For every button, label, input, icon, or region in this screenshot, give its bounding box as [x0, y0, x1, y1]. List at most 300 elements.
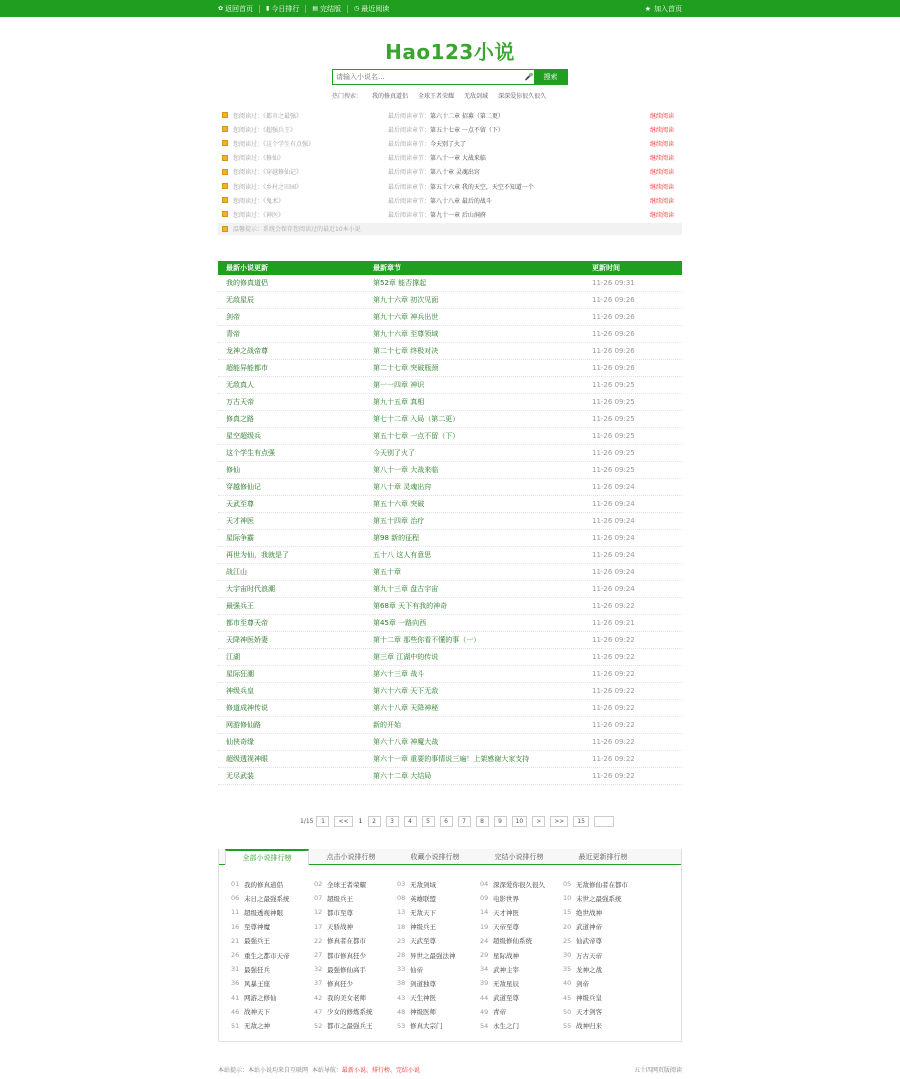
- table-row: [218, 445, 682, 462]
- rank-title-link[interactable]: 天生神医: [410, 994, 436, 1003]
- continue-reading-link[interactable]: 继续阅读: [650, 211, 675, 219]
- history-chapter-prefix: 最后阅读章节：: [388, 169, 431, 177]
- novel-title-link[interactable]: 青帝: [226, 330, 240, 338]
- list-item: [480, 948, 563, 962]
- list-item: [397, 962, 480, 976]
- rank-title-link[interactable]: 神级兵王: [410, 923, 436, 932]
- rank-title-link[interactable]: 全球王者荣耀: [327, 880, 366, 889]
- rank-title-link[interactable]: 风暴王座: [244, 979, 270, 988]
- rank-number: 17: [314, 922, 323, 931]
- rank-number: 03: [397, 880, 406, 889]
- chapter-link[interactable]: 第五十章: [373, 568, 401, 576]
- nav-finished[interactable]: [305, 5, 347, 13]
- list-item: [480, 1019, 563, 1033]
- update-time: 11-26 09:25: [592, 415, 635, 423]
- header-time: 更新时间: [592, 264, 620, 272]
- list-item: [314, 877, 397, 891]
- history-book-link[interactable]: 您阅读过：《都市之最强》: [233, 112, 303, 120]
- rank-number: 09: [480, 894, 489, 903]
- chapter-link[interactable]: 第一一四章 神识: [373, 381, 425, 389]
- novel-title-link[interactable]: 都市至尊天帝: [226, 619, 268, 627]
- history-book-link[interactable]: 您阅读过：《这个学生有点强》: [233, 140, 315, 148]
- history-chapter-prefix: 最后阅读章节：: [388, 211, 431, 219]
- rank-title-link[interactable]: 深深爱你很久很久: [493, 880, 545, 889]
- rank-title-link[interactable]: 电影世界: [493, 894, 519, 903]
- page-link[interactable]: 7: [458, 816, 471, 827]
- novel-title-link[interactable]: 无尽武装: [226, 772, 254, 780]
- book-icon: [222, 155, 228, 161]
- novel-title-link[interactable]: 战江山: [226, 568, 247, 576]
- microphone-icon[interactable]: 🎤: [524, 70, 534, 84]
- rank-title-link[interactable]: 龙神之战: [576, 965, 602, 974]
- table-row: [218, 768, 682, 785]
- list-item: [231, 905, 314, 919]
- novel-title-link[interactable]: 神级兵皇: [226, 687, 254, 695]
- rank-title-link[interactable]: 无敌之神: [244, 1022, 270, 1031]
- search-input[interactable]: [333, 70, 524, 84]
- rank-number: 38: [397, 979, 406, 988]
- update-time: 11-26 09:31: [592, 279, 635, 287]
- chapter-link[interactable]: 第六十八章 神魔大战: [373, 738, 439, 746]
- table-row: [218, 428, 682, 445]
- rank-title-link[interactable]: 仙帝: [410, 965, 423, 974]
- continue-reading-link[interactable]: 继续阅读: [650, 112, 675, 120]
- updates-header: [218, 261, 682, 275]
- chapter-link[interactable]: 第五十四章 治疗: [373, 517, 425, 525]
- rank-number: 49: [480, 1007, 489, 1016]
- rank-title-link[interactable]: 神级医师: [410, 1008, 436, 1017]
- chapter-link[interactable]: 第二十七章 终极对决: [373, 347, 439, 355]
- update-time: 11-26 09:22: [592, 704, 635, 712]
- rank-title-link[interactable]: 我的修真道侣: [244, 880, 283, 889]
- page-info: 1/15: [300, 818, 314, 825]
- table-row: [218, 700, 682, 717]
- rank-number: 32: [314, 965, 323, 974]
- rank-icon: ▮: [266, 4, 270, 12]
- rank-number: 02: [314, 880, 323, 889]
- novel-title-link[interactable]: 星际争霸: [226, 534, 254, 542]
- chapter-link[interactable]: 新的开始: [373, 721, 401, 729]
- rank-number: 33: [397, 965, 406, 974]
- novel-title-link[interactable]: 万古天帝: [226, 398, 254, 406]
- list-item: [397, 991, 480, 1005]
- history-chapter-prefix: 最后阅读章节：: [388, 197, 431, 205]
- novel-title-link[interactable]: 修道成神传说: [226, 704, 268, 712]
- list-item: [397, 976, 480, 990]
- novel-title-link[interactable]: 无敌真人: [226, 381, 254, 389]
- rank-title-link[interactable]: 少女的修炼系统: [327, 1008, 373, 1017]
- rank-title-link[interactable]: 天武至尊: [410, 937, 436, 946]
- page-link[interactable]: 15: [573, 816, 589, 827]
- chapter-link[interactable]: 第九十五章 真相: [373, 398, 425, 406]
- rank-title-link[interactable]: 超级修仙系统: [493, 937, 532, 946]
- novel-title-link[interactable]: 超能异能都市: [226, 364, 268, 372]
- list-item: [563, 1005, 646, 1019]
- rank-number: 51: [231, 1021, 240, 1030]
- rank-title-link[interactable]: 末日之最强系统: [244, 894, 290, 903]
- rank-title-link[interactable]: 都市至尊: [327, 908, 353, 917]
- rank-number: 50: [563, 1007, 572, 1016]
- chapter-link[interactable]: 第六十二章 大结局: [373, 772, 432, 780]
- chapter-link[interactable]: 第52章 能否撑起: [373, 279, 427, 287]
- history-chapter-link[interactable]: 第五十七章 一点不留（下）: [430, 126, 504, 134]
- chapter-link[interactable]: 第八十一章 大战来临: [373, 466, 439, 474]
- nav-home[interactable]: [218, 5, 259, 13]
- site-logo[interactable]: Hao123小说: [385, 40, 515, 64]
- history-chapter-link[interactable]: 第五十六章 我的天空，天空不知道一个: [430, 183, 534, 191]
- hot-search-item[interactable]: 我的修真道侣: [372, 93, 409, 100]
- novel-title-link[interactable]: 无敌星辰: [226, 296, 254, 304]
- history-chapter-link[interactable]: 今天别了火了: [430, 140, 467, 148]
- chapter-link[interactable]: 第八十章 灵魂出窍: [373, 483, 432, 491]
- table-row: [218, 275, 682, 292]
- continue-reading-link[interactable]: 继续阅读: [650, 140, 675, 148]
- list-item: [397, 1005, 480, 1019]
- list-item: [480, 877, 563, 891]
- rank-title-link[interactable]: 修真者在都市: [327, 937, 366, 946]
- chapter-link[interactable]: 第九十六章 至尊领域: [373, 330, 439, 338]
- list-item: [314, 991, 397, 1005]
- chapter-link[interactable]: 第十二章 那些你看不懂的事（一）: [373, 636, 481, 644]
- rank-title-link[interactable]: 武道神帝: [576, 923, 602, 932]
- rank-number: 20: [563, 922, 572, 931]
- list-item: [314, 962, 397, 976]
- rank-title-link[interactable]: 至尊神魔: [244, 923, 270, 932]
- list-item: [480, 905, 563, 919]
- list-item: [563, 920, 646, 934]
- history-row: [218, 165, 682, 179]
- chapter-link[interactable]: 第九十六章 初次见面: [373, 296, 439, 304]
- rank-title-link[interactable]: 修真大宗门: [410, 1022, 443, 1031]
- chapter-link[interactable]: 第六十三章 战斗: [373, 670, 425, 678]
- rank-number: 16: [231, 922, 240, 931]
- novel-title-link[interactable]: 修仙: [226, 466, 240, 474]
- chapter-link[interactable]: 第六十八章 天降神秘: [373, 704, 439, 712]
- rank-number: 28: [397, 951, 406, 960]
- chapter-link[interactable]: 今天别了火了: [373, 449, 415, 457]
- tab-rank-3[interactable]: 完结小说排行榜: [494, 852, 544, 861]
- history-row: [218, 193, 682, 207]
- table-row: [218, 292, 682, 309]
- continue-reading-link[interactable]: 继续阅读: [650, 155, 675, 163]
- table-row: [218, 479, 682, 496]
- history-book-link[interactable]: 您阅读过：《乡村之田园》: [233, 183, 303, 191]
- history-book-link[interactable]: 您阅读过：《穿越修仙记》: [233, 169, 303, 177]
- tab-rank-0[interactable]: 全部小说排行榜: [225, 849, 309, 865]
- list-item: [563, 934, 646, 948]
- history-chapter-link[interactable]: 第八十八章 最后的战斗: [430, 197, 492, 205]
- page-link[interactable]: 9: [494, 816, 507, 827]
- novel-title-link[interactable]: 剑帝: [226, 313, 240, 321]
- search-button[interactable]: 搜索: [534, 70, 567, 84]
- page-link[interactable]: <<: [334, 816, 352, 827]
- rank-number: 39: [480, 979, 489, 988]
- rank-number: 41: [231, 993, 240, 1002]
- rank-title-link[interactable]: 无敌天下: [410, 908, 436, 917]
- novel-title-link[interactable]: 天武至尊: [226, 500, 254, 508]
- chapter-link[interactable]: 第九十六章 神兵出世: [373, 313, 439, 321]
- novel-title-link[interactable]: 再世为仙，我就是了: [226, 551, 289, 559]
- page-link[interactable]: 1: [316, 816, 329, 827]
- nav-rank[interactable]: [259, 5, 305, 13]
- history-chapter-link[interactable]: 第八十一章 大战来临: [430, 155, 486, 163]
- update-time: 11-26 09:25: [592, 466, 635, 474]
- clock-icon: ◷: [354, 4, 360, 12]
- novel-title-link[interactable]: 龙神之战帝尊: [226, 347, 268, 355]
- rank-number: 45: [563, 993, 572, 1002]
- rank-number: 10: [563, 894, 572, 903]
- list-item: [231, 1005, 314, 1019]
- rank-number: 31: [231, 965, 240, 974]
- pagination: [300, 816, 614, 827]
- history-chapter: [388, 153, 650, 162]
- novel-title-link[interactable]: 大宇宙时代浪潮: [226, 585, 275, 593]
- rank-title-link[interactable]: 天才剑客: [576, 1008, 602, 1017]
- nav-recent[interactable]: [347, 5, 395, 13]
- continue-reading-link[interactable]: 继续阅读: [650, 183, 675, 191]
- rank-number: 34: [480, 965, 489, 974]
- list-item: [397, 934, 480, 948]
- reading-history: [218, 108, 682, 235]
- list-item: [314, 1005, 397, 1019]
- rank-title-link[interactable]: 战神归来: [576, 1022, 602, 1031]
- list-item: [397, 1019, 480, 1033]
- list-item: [397, 877, 480, 891]
- list-item: [480, 891, 563, 905]
- novel-title-link[interactable]: 天降神医娇妻: [226, 636, 268, 644]
- rank-title-link[interactable]: 超级兵王: [327, 894, 353, 903]
- rank-title-link[interactable]: 都市之最强兵王: [327, 1022, 373, 1031]
- rankings-list: [219, 865, 681, 1033]
- novel-title-link[interactable]: 穿越修仙记: [226, 483, 261, 491]
- table-row: [218, 615, 682, 632]
- table-row: [218, 717, 682, 734]
- page-link[interactable]: >>: [550, 816, 568, 827]
- list-item: [563, 991, 646, 1005]
- novel-title-link[interactable]: 江湖: [226, 653, 240, 661]
- rank-number: 27: [314, 951, 323, 960]
- page-link[interactable]: 3: [386, 816, 399, 827]
- rank-title-link[interactable]: 无敌修仙者在都市: [576, 880, 628, 889]
- rank-title-link[interactable]: 超级透视神眼: [244, 908, 283, 917]
- novel-title-link[interactable]: 天才神医: [226, 517, 254, 525]
- tab-rank-4[interactable]: 最近更新排行榜: [578, 852, 628, 861]
- rank-number: 04: [480, 880, 489, 889]
- header-title: 最新小说更新: [226, 264, 268, 272]
- rank-number: 22: [314, 936, 323, 945]
- rank-title-link[interactable]: 仙武帝尊: [576, 937, 602, 946]
- rank-number: 47: [314, 1007, 323, 1016]
- chapter-link[interactable]: 第68章 天下有我的神奇: [373, 602, 448, 610]
- continue-reading-link[interactable]: 继续阅读: [650, 197, 675, 205]
- home-icon: ✿: [218, 4, 224, 12]
- rank-title-link[interactable]: 我的美女老师: [327, 994, 366, 1003]
- update-time: 11-26 09:22: [592, 653, 635, 661]
- latest-updates-table: [218, 261, 682, 785]
- rank-number: 46: [231, 1007, 240, 1016]
- rank-number: 44: [480, 993, 489, 1002]
- page-jump-input[interactable]: [594, 816, 614, 827]
- novel-title-link[interactable]: 修真之路: [226, 415, 254, 423]
- chapter-link[interactable]: 第45章 一路向西: [373, 619, 427, 627]
- rank-title-link[interactable]: 剑帝: [576, 979, 589, 988]
- list-item: [231, 1019, 314, 1033]
- table-row: [218, 462, 682, 479]
- rank-title-link[interactable]: 无敌剑域: [410, 880, 436, 889]
- rank-title-link[interactable]: 青帝: [493, 1008, 506, 1017]
- rankings-panel: [218, 849, 682, 1042]
- chapter-link[interactable]: 第七十二章 入局（第二更）: [373, 415, 460, 423]
- novel-title-link[interactable]: 仙侠奇缘: [226, 738, 254, 746]
- rank-title-link[interactable]: 天帝至尊: [493, 923, 519, 932]
- list-item: [480, 934, 563, 948]
- list-item: [231, 877, 314, 891]
- rank-title-link[interactable]: 战神天下: [244, 1008, 270, 1017]
- chapter-link[interactable]: 第二十七章 突破瓶颈: [373, 364, 439, 372]
- rank-title-link[interactable]: 武神主宰: [493, 965, 519, 974]
- table-row: [218, 496, 682, 513]
- rank-title-link[interactable]: 无敌星辰: [493, 979, 519, 988]
- book-icon: [222, 112, 228, 118]
- rank-title-link[interactable]: 万古天帝: [576, 951, 602, 960]
- page-link[interactable]: 6: [440, 816, 453, 827]
- list-item: [563, 948, 646, 962]
- rank-title-link[interactable]: 修真狂少: [327, 979, 353, 988]
- table-row: [218, 394, 682, 411]
- rank-number: 53: [397, 1021, 406, 1030]
- rank-title-link[interactable]: 异世之最强法神: [410, 951, 456, 960]
- page-link[interactable]: 4: [404, 816, 417, 827]
- page-link[interactable]: >: [532, 816, 545, 827]
- book-icon: [222, 211, 228, 217]
- novel-title-link[interactable]: 这个学生有点强: [226, 449, 275, 457]
- rank-number: 40: [563, 979, 572, 988]
- history-book-link[interactable]: 您阅读过：《神医》: [233, 211, 285, 219]
- rank-title-link[interactable]: 都市修真狂少: [327, 951, 366, 960]
- rank-number: 26: [231, 951, 240, 960]
- rank-title-link[interactable]: 英雄联盟: [410, 894, 436, 903]
- update-time: 11-26 09:24: [592, 500, 635, 508]
- novel-title-link[interactable]: 我的修真道侣: [226, 279, 268, 287]
- history-book-link[interactable]: 您阅读过：《修仙》: [233, 155, 285, 163]
- page-link[interactable]: 8: [476, 816, 489, 827]
- book-icon: [222, 169, 228, 175]
- list-item: [480, 962, 563, 976]
- history-book-link[interactable]: 您阅读过：《鬼术》: [233, 197, 285, 205]
- update-time: 11-26 09:24: [592, 534, 635, 542]
- hot-search-item[interactable]: 无敌剑域: [464, 93, 489, 100]
- rank-title-link[interactable]: 最强修仙高手: [327, 965, 366, 974]
- page-link[interactable]: 10: [512, 816, 528, 827]
- update-time: 11-26 09:24: [592, 517, 635, 525]
- history-row: [218, 179, 682, 193]
- rank-title-link[interactable]: 剑道独尊: [410, 979, 436, 988]
- update-time: 11-26 09:26: [592, 330, 635, 338]
- history-chapter: [388, 111, 650, 120]
- table-row: [218, 734, 682, 751]
- page-link[interactable]: 5: [422, 816, 435, 827]
- rank-title-link[interactable]: 天才神医: [493, 908, 519, 917]
- rank-number: 12: [314, 908, 323, 917]
- novel-title-link[interactable]: 星空超级兵: [226, 432, 261, 440]
- hot-search-item[interactable]: 深深爱你很久很久: [498, 93, 547, 100]
- novel-title-link[interactable]: 超级透视神眼: [226, 755, 268, 763]
- list-item: [480, 920, 563, 934]
- rank-number: 21: [231, 936, 240, 945]
- chapter-link[interactable]: 第98 新的征程: [373, 534, 420, 542]
- nav-rank-label: 今日排行: [271, 4, 300, 13]
- rank-title-link[interactable]: 永生之门: [493, 1022, 519, 1031]
- rank-number: 19: [480, 922, 489, 931]
- chapter-link[interactable]: 第五十七章 一点不留（下）: [373, 432, 460, 440]
- add-favorite-link[interactable]: [645, 4, 682, 14]
- chapter-link[interactable]: 第六十六章 天下无敌: [373, 687, 439, 695]
- table-row: [218, 326, 682, 343]
- history-chapter-link[interactable]: 第九十一章 后山洞府: [430, 211, 486, 219]
- chapter-link[interactable]: 第六十一章 重要的事情说三遍！上架感谢大家支持: [373, 755, 530, 763]
- footer-right[interactable]: 五十四网页版阅读: [633, 1067, 682, 1074]
- tab-rank-1[interactable]: 点击小说排行榜: [326, 852, 376, 861]
- tab-rank-2[interactable]: 收藏小说排行榜: [410, 852, 460, 861]
- novel-title-link[interactable]: 最强兵王: [226, 602, 254, 610]
- rank-number: 06: [231, 894, 240, 903]
- novel-title-link[interactable]: 星际狂潮: [226, 670, 254, 678]
- chapter-link[interactable]: 五十八 这人有意思: [373, 551, 432, 559]
- rank-title-link[interactable]: 武道至尊: [493, 994, 519, 1003]
- chapter-link[interactable]: 第三章 江湖中的传说: [373, 653, 439, 661]
- book-icon: [222, 140, 228, 146]
- list-item: [314, 891, 397, 905]
- page-link[interactable]: 2: [368, 816, 381, 827]
- rank-number: 48: [397, 1007, 406, 1016]
- history-row: [218, 108, 682, 122]
- rank-title-link[interactable]: 最强狂兵: [244, 965, 270, 974]
- rank-title-link[interactable]: 星际战神: [493, 951, 519, 960]
- history-chapter-link[interactable]: 第八十章 灵魂出窍: [430, 169, 480, 177]
- rank-title-link[interactable]: 神级兵皇: [576, 994, 602, 1003]
- rank-title-link[interactable]: 天骄战神: [327, 923, 353, 932]
- continue-reading-link[interactable]: 继续阅读: [650, 126, 675, 134]
- novel-title-link[interactable]: 网游修仙路: [226, 721, 261, 729]
- rank-title-link[interactable]: 最强兵王: [244, 937, 270, 946]
- history-chapter-link[interactable]: 第六十二章 招募（第二更）: [430, 112, 504, 120]
- update-time: 11-26 09:22: [592, 738, 635, 746]
- hot-search-label: 热门搜索：: [332, 93, 363, 100]
- rank-title-link[interactable]: 绝世战神: [576, 908, 602, 917]
- update-time: 11-26 09:21: [592, 619, 635, 627]
- continue-reading-link[interactable]: 继续阅读: [650, 169, 675, 177]
- rank-number: 24: [480, 936, 489, 945]
- rank-number: 15: [563, 908, 572, 917]
- rank-title-link[interactable]: 末世之最强系统: [576, 894, 622, 903]
- update-time: 11-26 09:25: [592, 432, 635, 440]
- table-row: [218, 632, 682, 649]
- chapter-link[interactable]: 第五十六章 突破: [373, 500, 425, 508]
- rank-title-link[interactable]: 重生之都市天帝: [244, 951, 290, 960]
- footer-nav-links[interactable]: 最新小说、排行榜、完结小说: [341, 1067, 420, 1074]
- update-time: 11-26 09:22: [592, 721, 635, 729]
- list-item: [231, 920, 314, 934]
- history-book-link[interactable]: 您阅读过：《超强兵王》: [233, 126, 297, 134]
- list-item: [397, 948, 480, 962]
- rank-number: 43: [397, 993, 406, 1002]
- rank-number: 14: [480, 908, 489, 917]
- rank-title-link[interactable]: 网游之修仙: [244, 994, 277, 1003]
- chapter-link[interactable]: 第九十三章 盘古宇宙: [373, 585, 439, 593]
- list-item: [314, 1019, 397, 1033]
- history-row: [218, 136, 682, 150]
- hot-search-item[interactable]: 全球王者荣耀: [418, 93, 455, 100]
